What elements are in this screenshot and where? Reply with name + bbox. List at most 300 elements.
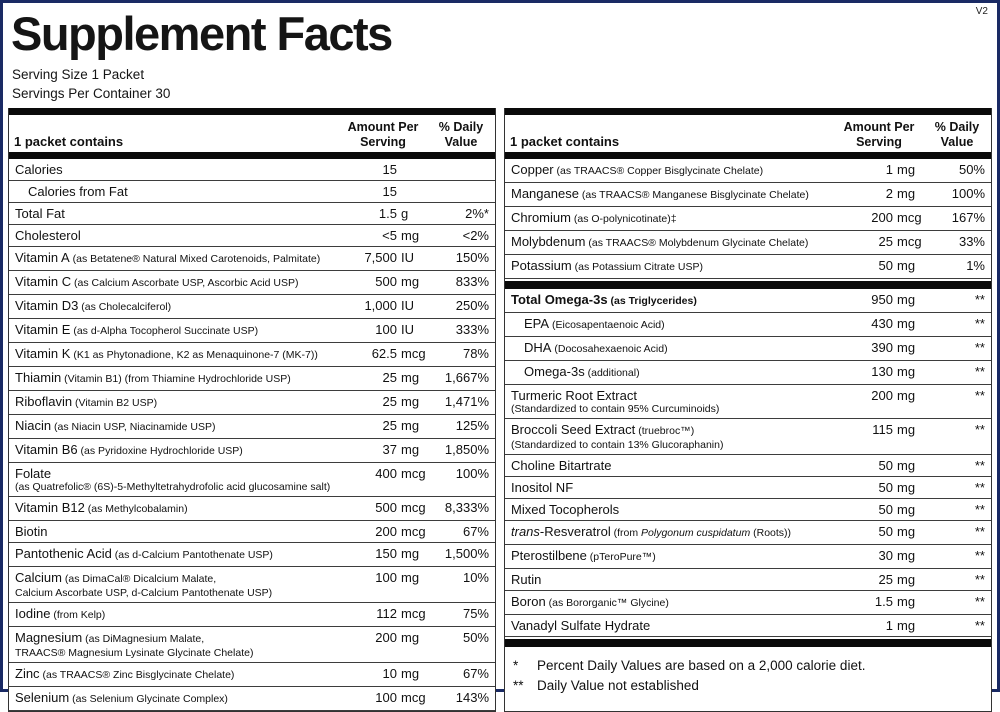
right-facts-table xyxy=(504,108,992,712)
nutrient-name-text: Total Omega-3s xyxy=(511,292,608,307)
daily-value: 50% xyxy=(958,162,985,177)
nutrient-name-text: Vitamin K xyxy=(15,346,71,361)
amount-value: 15 xyxy=(382,162,397,177)
right-table-header xyxy=(505,115,991,152)
nutrient-name xyxy=(15,442,345,459)
daily-value: 67% xyxy=(462,666,489,681)
nutrient-row xyxy=(9,543,495,567)
daily-value: ** xyxy=(974,480,985,495)
header-top-bar xyxy=(9,108,495,115)
nutrient-name xyxy=(511,186,841,203)
daily-value: 1,850% xyxy=(444,442,489,457)
nutrient-name-text: Total Fat xyxy=(15,206,65,221)
amount-value: 25 xyxy=(878,234,893,249)
nutrient-name xyxy=(15,346,345,363)
amount-unit: mg xyxy=(897,316,916,331)
label-body xyxy=(3,3,997,705)
amount-unit: mg xyxy=(897,162,916,177)
daily-value: 75% xyxy=(462,606,489,621)
amount-unit: mg xyxy=(897,548,916,563)
nutrient-source-note xyxy=(611,527,791,539)
nutrient-row xyxy=(9,415,495,439)
facts-columns xyxy=(8,108,992,712)
nutrient-row xyxy=(9,663,495,687)
daily-value: ** xyxy=(974,524,985,539)
amount-value: 950 xyxy=(871,292,893,307)
amount-value: <5 xyxy=(382,228,397,243)
nutrient-name-text: Vitamin E xyxy=(15,322,71,337)
nutrient-name-text: Calcium xyxy=(15,570,62,585)
nutrient-row xyxy=(9,203,495,225)
nutrient-row xyxy=(9,521,495,543)
amount-unit: mg xyxy=(897,524,916,539)
nutrient-row xyxy=(9,247,495,271)
daily-value: ** xyxy=(974,594,985,609)
nutrient-name xyxy=(511,292,841,309)
amount-unit: mcg xyxy=(897,210,922,225)
nutrient-row xyxy=(9,439,495,463)
nutrient-row xyxy=(505,545,991,569)
amount-value: 15 xyxy=(382,184,397,199)
nutrient-source-note: (Vitamin B2 USP) xyxy=(72,397,158,409)
nutrient-row xyxy=(505,455,991,477)
nutrient-source-note: (as Betatene® Natural Mixed Carotenoids, Palmitate) xyxy=(69,253,321,265)
nutrient-name xyxy=(15,274,345,291)
amount-unit: mcg xyxy=(401,524,426,539)
text-segment: -Resveratrol xyxy=(539,524,611,539)
nutrient-source-note: (from Kelp) xyxy=(50,609,106,621)
column-header-amount: Amount Per Serving xyxy=(843,120,915,149)
version-label: V2 xyxy=(975,6,988,17)
amount-value: 130 xyxy=(871,364,893,379)
amount-unit: IU xyxy=(401,322,414,337)
nutrient-row xyxy=(505,385,991,419)
nutrient-name xyxy=(511,364,841,381)
serving-size-text: Serving Size 1 Packet xyxy=(12,67,145,82)
nutrient-source-note-line2: (as Quatrefolic® (6S)-5-Methyltetrahydrofolic acid glucosamine salt) xyxy=(15,481,331,493)
daily-value: ** xyxy=(974,292,985,307)
nutrient-name-text: Cholesterol xyxy=(15,228,81,243)
amount-value: 200 xyxy=(871,388,893,403)
left-facts-table xyxy=(8,108,496,712)
amount-value: 50 xyxy=(878,458,893,473)
daily-value: 1,667% xyxy=(444,370,489,385)
amount-value: 50 xyxy=(878,502,893,517)
amount-unit: mg xyxy=(401,442,420,457)
nutrient-source-note: (as d-Alpha Tocopherol Succinate USP) xyxy=(70,325,259,337)
amount-unit: mcg xyxy=(401,466,426,481)
nutrient-name-text: Mixed Tocopherols xyxy=(511,502,620,517)
amount-unit: mcg xyxy=(401,606,426,621)
nutrient-row xyxy=(9,603,495,627)
amount-value: 7,500 xyxy=(364,250,397,265)
nutrient-name xyxy=(511,422,841,451)
amount-value: 200 xyxy=(375,630,397,645)
nutrient-name-text: Pterostilbene xyxy=(511,548,587,563)
nutrient-source-note: (as d-Calcium Pantothenate USP) xyxy=(111,549,273,561)
nutrient-name-text: Inositol NF xyxy=(511,480,574,495)
nutrient-name xyxy=(511,162,841,179)
nutrient-name xyxy=(15,546,345,563)
daily-value: ** xyxy=(974,572,985,587)
nutrient-name-text: Vitamin C xyxy=(15,274,72,289)
amount-unit: IU xyxy=(401,298,414,313)
nutrient-name xyxy=(511,210,841,227)
daily-value: 10% xyxy=(462,570,489,585)
header-top-bar xyxy=(505,108,991,115)
nutrient-name-text: Manganese xyxy=(511,186,579,201)
amount-unit: mg xyxy=(897,458,916,473)
amount-value: 25 xyxy=(382,394,397,409)
nutrient-name-text: Riboflavin xyxy=(15,394,73,409)
nutrient-name-text: Chromium xyxy=(511,210,571,225)
nutrient-name-text: Vitamin D3 xyxy=(15,298,79,313)
nutrient-row xyxy=(505,521,991,545)
left-table-header xyxy=(9,115,495,152)
daily-value: ** xyxy=(974,458,985,473)
text-segment: (from xyxy=(613,527,642,539)
amount-unit: mg xyxy=(897,186,916,201)
nutrient-name xyxy=(15,570,345,599)
nutrient-row xyxy=(9,225,495,247)
nutrient-name xyxy=(15,394,345,411)
nutrient-name-text: Vitamin A xyxy=(15,250,70,265)
nutrient-source-note: (as TRAACS® Zinc Bisglycinate Chelate) xyxy=(39,669,235,681)
amount-unit: mg xyxy=(897,480,916,495)
nutrient-source-note: (truebroc™) xyxy=(635,425,695,437)
nutrient-name-text: Biotin xyxy=(15,524,48,539)
page-title: Supplement Facts xyxy=(11,7,392,60)
nutrient-row xyxy=(505,337,991,361)
nutrient-name-text: Calories xyxy=(15,162,63,177)
amount-value: 500 xyxy=(375,274,397,289)
nutrient-source-note: (as Triglycerides) xyxy=(607,295,697,307)
amount-unit: mcg xyxy=(897,234,922,249)
amount-value: 150 xyxy=(375,546,397,561)
amount-unit: IU xyxy=(401,250,414,265)
nutrient-row xyxy=(9,181,495,203)
nutrient-row xyxy=(505,591,991,615)
amount-value: 430 xyxy=(871,316,893,331)
nutrient-name-text: EPA xyxy=(524,316,550,331)
amount-unit: mg xyxy=(897,388,916,403)
nutrient-name xyxy=(15,466,345,493)
daily-value: 167% xyxy=(951,210,985,225)
nutrient-row xyxy=(9,391,495,415)
nutrient-source-note-line2: (Standardized to contain 13% Glucoraphanin) xyxy=(511,439,724,451)
nutrient-source-note: (additional) xyxy=(584,367,640,379)
nutrient-name-text: Omega-3s xyxy=(524,364,585,379)
daily-value: 833% xyxy=(455,274,489,289)
nutrient-source-note-line2: Calcium Ascorbate USP, d-Calcium Pantothenate USP) xyxy=(15,587,273,599)
amount-unit: mg xyxy=(897,618,916,633)
nutrient-source-note: (as TRAACS® Manganese Bisglycinate Chelate) xyxy=(578,189,809,201)
daily-value: 8,333% xyxy=(444,500,489,515)
daily-value: 1% xyxy=(966,258,985,273)
amount-value: 500 xyxy=(375,500,397,515)
amount-value: 112 xyxy=(376,606,397,621)
nutrient-name xyxy=(15,418,345,435)
amount-unit: mcg xyxy=(401,346,426,361)
daily-value: 50% xyxy=(462,630,489,645)
daily-value: 67% xyxy=(462,524,489,539)
footnotes xyxy=(505,647,991,700)
amount-value: 400 xyxy=(375,466,397,481)
nutrient-source-note: (as Selenium Glycinate Complex) xyxy=(69,693,228,705)
column-header-contains: 1 packet contains xyxy=(14,134,124,149)
nutrient-row xyxy=(9,687,495,711)
nutrient-name xyxy=(511,502,841,517)
nutrient-name xyxy=(511,340,841,357)
nutrient-name xyxy=(511,234,841,251)
daily-value: ** xyxy=(974,422,985,437)
nutrient-name-text: Iodine xyxy=(15,606,51,621)
amount-unit: mg xyxy=(897,502,916,517)
column-header-amount: Amount Per Serving xyxy=(347,120,419,149)
text-segment: Polygonum cuspidatum xyxy=(641,527,751,539)
amount-value: 50 xyxy=(878,480,893,495)
nutrient-row xyxy=(505,207,991,231)
nutrient-name xyxy=(511,258,841,275)
amount-unit: mg xyxy=(897,572,916,587)
amount-value: 1.5 xyxy=(874,594,893,609)
nutrient-name-text: Broccoli Seed Extract xyxy=(511,422,636,437)
nutrient-source-note: (K1 as Phytonadione, K2 as Menaquinone-7 (MK-7)) xyxy=(70,349,318,361)
nutrient-row xyxy=(9,271,495,295)
nutrient-row xyxy=(505,569,991,591)
amount-unit: mcg xyxy=(401,500,426,515)
nutrient-name xyxy=(15,206,345,221)
nutrient-name xyxy=(511,618,841,633)
nutrient-row xyxy=(9,463,495,497)
nutrient-row xyxy=(505,289,991,313)
amount-value: 1 xyxy=(885,618,893,633)
nutrient-row xyxy=(9,567,495,603)
amount-value: 50 xyxy=(878,524,893,539)
amount-value: 200 xyxy=(375,524,397,539)
nutrient-name xyxy=(511,524,841,541)
left-nutrient-rows xyxy=(9,159,495,711)
text-segment: trans xyxy=(511,524,540,539)
nutrient-name xyxy=(15,500,345,517)
daily-value: ** xyxy=(974,618,985,633)
nutrient-source-note: (as Cholecalciferol) xyxy=(78,301,172,313)
nutrient-name xyxy=(511,572,841,587)
nutrient-name-text: Potassium xyxy=(511,258,572,273)
daily-value: 333% xyxy=(455,322,489,337)
amount-value: 390 xyxy=(871,340,893,355)
nutrient-source-note: (as Methylcobalamin) xyxy=(84,503,188,515)
nutrient-name-text: Zinc xyxy=(15,666,40,681)
right-nutrient-rows xyxy=(505,159,991,647)
footnote xyxy=(511,676,985,696)
amount-value: 25 xyxy=(382,418,397,433)
nutrient-name-text: Vitamin B6 xyxy=(15,442,78,457)
left-column xyxy=(8,108,496,712)
nutrient-name-text: Vitamin B12 xyxy=(15,500,85,515)
nutrient-name-text: Pantothenic Acid xyxy=(15,546,112,561)
nutrient-row xyxy=(505,183,991,207)
amount-value: 62.5 xyxy=(371,346,397,361)
nutrient-row xyxy=(505,419,991,455)
daily-value: ** xyxy=(974,364,985,379)
nutrient-row xyxy=(9,367,495,391)
nutrient-row xyxy=(9,295,495,319)
amount-unit: mg xyxy=(897,258,916,273)
servings-per-container-text: Servings Per Container 30 xyxy=(12,85,171,101)
footnote-symbol: ** xyxy=(513,678,524,693)
daily-value: <2% xyxy=(462,228,489,243)
amount-value: 2 xyxy=(885,186,893,201)
amount-value: 100 xyxy=(375,570,397,585)
nutrient-row xyxy=(9,343,495,367)
nutrient-source-note: (as DiMagnesium Malate, xyxy=(82,633,205,645)
nutrient-source-note: (Docosahexaenoic Acid) xyxy=(551,343,668,355)
nutrient-name xyxy=(511,316,841,333)
column-header-daily-value: % Daily Value xyxy=(438,120,484,149)
daily-value: 1,471% xyxy=(444,394,489,409)
nutrient-name-text: Boron xyxy=(511,594,546,609)
nutrient-source-note: (as Calcium Ascorbate USP, Ascorbic Acid USP) xyxy=(71,277,299,289)
nutrient-name-text: Selenium xyxy=(15,690,70,705)
amount-unit: mg xyxy=(897,364,916,379)
daily-value: 150% xyxy=(455,250,489,265)
amount-value: 100 xyxy=(375,690,397,705)
nutrient-source-note: (as TRAACS® Copper Bisglycinate Chelate) xyxy=(553,165,764,177)
nutrient-name xyxy=(511,388,841,415)
amount-unit: mg xyxy=(897,594,916,609)
amount-value: 1 xyxy=(885,162,893,177)
nutrient-name xyxy=(15,524,345,539)
nutrient-row xyxy=(505,255,991,279)
nutrient-name xyxy=(511,548,841,565)
footnote xyxy=(511,656,985,676)
daily-value: ** xyxy=(974,388,985,403)
nutrient-name xyxy=(511,594,841,611)
daily-value: 2%* xyxy=(465,206,489,221)
amount-unit: mg xyxy=(897,340,916,355)
nutrient-row xyxy=(505,615,991,637)
nutrient-row xyxy=(9,627,495,663)
amount-unit: mcg xyxy=(401,690,426,705)
daily-value: 125% xyxy=(455,418,489,433)
nutrient-source-note: (as Bororganic™ Glycine) xyxy=(545,597,669,609)
nutrient-name-text: Copper xyxy=(511,162,554,177)
daily-value: 143% xyxy=(455,690,489,705)
nutrient-row xyxy=(505,361,991,385)
amount-unit: mg xyxy=(401,630,420,645)
amount-unit: mg xyxy=(897,292,916,307)
section-divider-bar xyxy=(505,639,991,647)
nutrient-name-text: Choline Bitartrate xyxy=(511,458,612,473)
daily-value: 100% xyxy=(951,186,985,201)
header-bottom-bar xyxy=(505,152,991,159)
daily-value: ** xyxy=(974,502,985,517)
nutrient-source-note: (as Potassium Citrate USP) xyxy=(571,261,703,273)
amount-value: 10 xyxy=(382,666,397,681)
nutrient-source-note: (Eicosapentaenoic Acid) xyxy=(549,319,665,331)
nutrient-source-note-line2: (Standardized to contain 95% Curcuminoids) xyxy=(511,403,720,415)
column-header-daily-value: % Daily Value xyxy=(934,120,980,149)
daily-value: 250% xyxy=(455,298,489,313)
amount-value: 25 xyxy=(382,370,397,385)
amount-value: 200 xyxy=(871,210,893,225)
amount-value: 50 xyxy=(878,258,893,273)
amount-unit: mg xyxy=(401,228,420,243)
nutrient-row xyxy=(505,499,991,521)
text-segment: (Roots)) xyxy=(750,527,792,539)
section-divider-bar xyxy=(505,281,991,289)
nutrient-name xyxy=(15,666,345,683)
nutrient-name-text: Turmeric Root Extract xyxy=(511,388,637,403)
nutrient-row xyxy=(505,313,991,337)
amount-value: 100 xyxy=(375,322,397,337)
amount-value: 1.5 xyxy=(378,206,397,221)
nutrient-row xyxy=(505,477,991,499)
daily-value: 33% xyxy=(958,234,985,249)
nutrient-name xyxy=(15,184,345,199)
nutrient-source-note-line2: TRAACS® Magnesium Lysinate Glycinate Chelate) xyxy=(15,647,254,659)
amount-unit: mg xyxy=(401,570,420,585)
nutrient-name xyxy=(511,480,841,495)
daily-value: 100% xyxy=(455,466,489,481)
amount-value: 37 xyxy=(382,442,397,457)
daily-value: ** xyxy=(974,316,985,331)
nutrient-source-note: (as Niacin USP, Niacinamide USP) xyxy=(51,421,216,433)
nutrient-source-note: (as DimaCal® Dicalcium Malate, xyxy=(61,573,217,585)
nutrient-name xyxy=(15,370,345,387)
amount-unit: mg xyxy=(401,394,420,409)
nutrient-name xyxy=(15,250,345,267)
footnote-text: Percent Daily Values are based on a 2,000 calorie diet. xyxy=(537,658,866,673)
nutrient-name xyxy=(511,458,841,473)
nutrient-row xyxy=(9,159,495,181)
amount-unit: mg xyxy=(401,666,420,681)
amount-unit: mg xyxy=(401,546,420,561)
nutrient-name-text: Thiamin xyxy=(15,370,62,385)
amount-unit: mg xyxy=(401,370,420,385)
nutrient-name xyxy=(15,228,345,243)
nutrient-name xyxy=(15,690,345,707)
amount-unit: mg xyxy=(401,418,420,433)
nutrient-name-text: Rutin xyxy=(511,572,542,587)
nutrient-name xyxy=(15,322,345,339)
header-bottom-bar xyxy=(9,152,495,159)
nutrient-source-note: (pTeroPure™) xyxy=(586,551,656,563)
right-column xyxy=(504,108,992,712)
amount-value: 1,000 xyxy=(364,298,397,313)
daily-value: ** xyxy=(974,548,985,563)
amount-value: 25 xyxy=(878,572,893,587)
column-header-contains: 1 packet contains xyxy=(510,134,620,149)
nutrient-name-text: Magnesium xyxy=(15,630,83,645)
nutrient-row xyxy=(9,319,495,343)
nutrient-name-text: DHA xyxy=(524,340,552,355)
amount-unit: g xyxy=(401,206,409,221)
nutrient-source-note: (as O-polynicotinate)‡ xyxy=(570,213,677,225)
nutrient-row xyxy=(505,159,991,183)
daily-value: 1,500% xyxy=(444,546,489,561)
footnote-symbol: * xyxy=(513,658,519,673)
nutrient-source-note: (as Pyridoxine Hydrochloride USP) xyxy=(77,445,243,457)
daily-value: 78% xyxy=(462,346,489,361)
daily-value: ** xyxy=(974,340,985,355)
amount-unit: mg xyxy=(401,274,420,289)
nutrient-name-text: Vanadyl Sulfate Hydrate xyxy=(511,618,651,633)
nutrient-name xyxy=(15,630,345,659)
footnote-text: Daily Value not established xyxy=(537,678,699,693)
nutrient-name-text: Calories from Fat xyxy=(28,184,128,199)
